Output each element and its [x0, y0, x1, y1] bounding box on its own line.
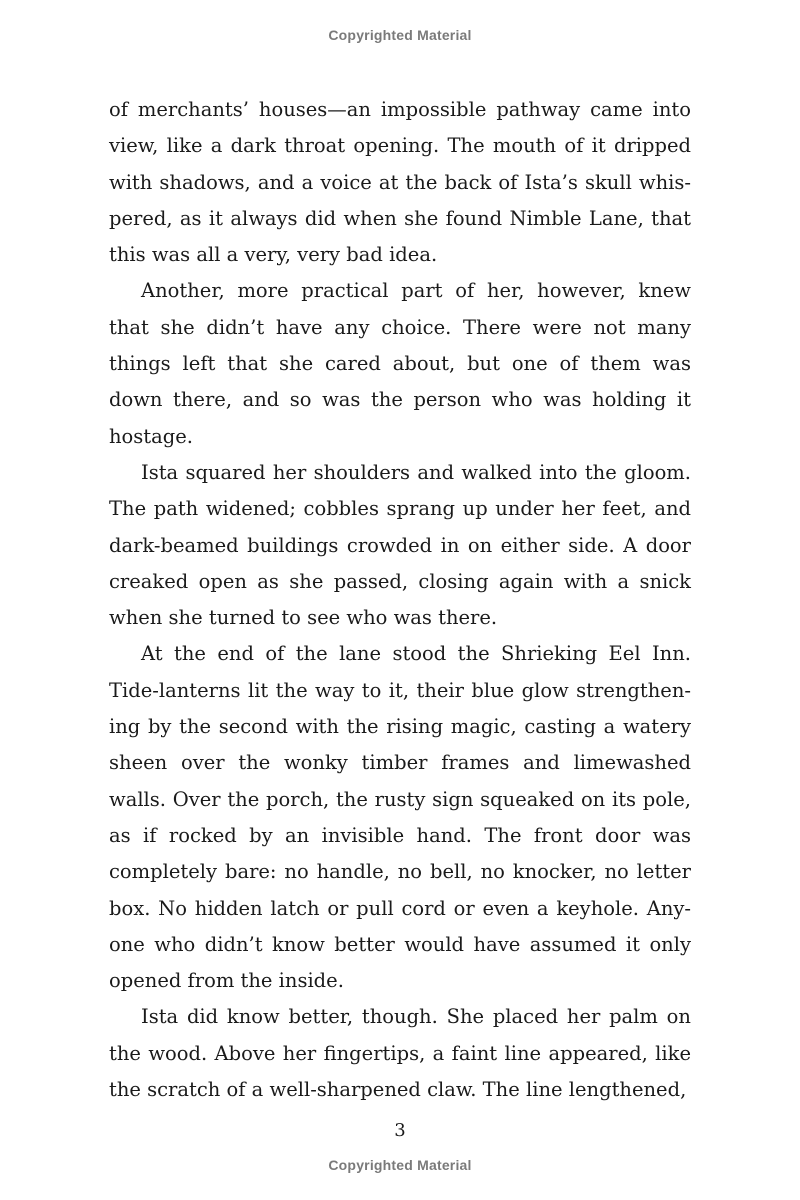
copyright-notice-top: Copyrighted Material — [328, 27, 472, 43]
paragraph-3: Ista squared her shoulders and walked into the gloom. The path widened; cobbles sprang up under her feet, and dark-beamed buildings crowded in on either side. A door creaked open as she passed, closing again with a snick when she turned to see who was there. — [109, 460, 691, 630]
page-number: 3 — [394, 1120, 406, 1141]
paragraph-1: of merchants’ houses—an impossible pathway came into view, like a dark throat opening. The mouth of it dripped with shadows, and a voice at the back of Ista’s skull whispered, as it always did when she found Nimble Lane, that this was all a very, very bad idea. — [109, 98, 691, 267]
paragraph-4: At the end of the lane stood the Shrieking Eel Inn. Tide-lanterns lit the way to it, their blue glow strengthening by the second with the rising magic, casting a watery sheen over the wonky timber frames and limewashed walls. Over the porch, the rusty sign squeaked on its pole, as if rocked by an invisible hand. The front door was completely bare: no handle, no bell, no knocker, no letter box. No hidden latch or pull cord or even a keyhole. Anyone who didn’t know better would have assumed it only opened from the inside. — [109, 642, 691, 993]
paragraph-5: Ista did know better, though. She placed her palm on the wood. Above her fingertips, a faint line appeared, like the scratch of a well-sharpened claw. The line lengthened, — [109, 1005, 691, 1102]
paragraph-2: Another, more practical part of her, however, knew that she didn’t have any choice. There were not many things left that she cared about, but one of them was down there, and so was the person who was holding it hostage. — [109, 279, 691, 448]
page-body-text — [109, 92, 691, 1108]
copyright-notice-bottom: Copyrighted Material — [328, 1157, 472, 1173]
